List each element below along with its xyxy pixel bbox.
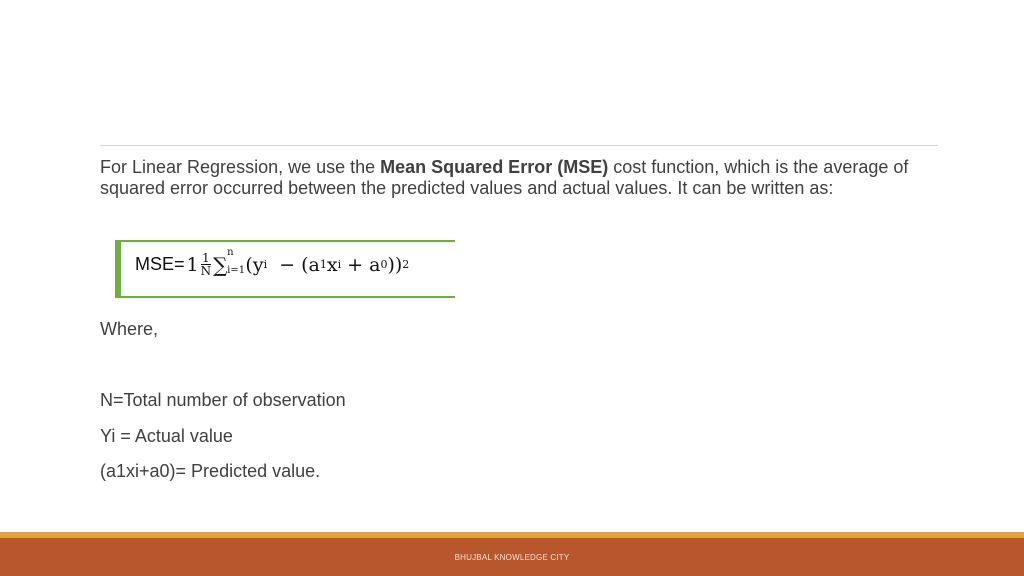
sigma-lower-limit: i=1 bbox=[227, 264, 246, 276]
intro-text-end: cost function, which is the average of squared error occurred between the predicted values and actual values. It can be written as: bbox=[100, 157, 909, 198]
sigma-upper-limit: n bbox=[227, 246, 234, 258]
formula-label: MSE= bbox=[135, 254, 185, 274]
fraction-numerator: 1 bbox=[202, 251, 210, 265]
formula-plus-a: + a bbox=[341, 253, 381, 276]
formula-image bbox=[115, 240, 455, 298]
y-subscript: i bbox=[263, 258, 268, 271]
footer-text: BHUJBAL KNOWLEDGE CITY bbox=[454, 553, 570, 562]
fraction-denominator: N bbox=[200, 264, 212, 278]
a1-subscript: 1 bbox=[319, 258, 327, 271]
summation-symbol bbox=[213, 246, 246, 277]
formula-x: x bbox=[326, 253, 338, 276]
n-definition: N=Total number of observation bbox=[100, 390, 346, 410]
footer-bar bbox=[0, 538, 1024, 576]
x-subscript: i bbox=[337, 258, 342, 271]
formula-fraction bbox=[201, 252, 212, 277]
formula-minus-a: − (a bbox=[267, 253, 320, 276]
formula-open-y: (y bbox=[245, 253, 264, 276]
sigma-glyph: ∑ bbox=[213, 252, 228, 277]
formula-close: )) bbox=[387, 253, 403, 276]
where-label: Where, bbox=[100, 319, 159, 339]
intro-text-start: For Linear Regression, we use the bbox=[100, 157, 381, 177]
a0-subscript: 0 bbox=[380, 258, 388, 271]
intro-paragraph bbox=[100, 157, 950, 199]
formula-one: 1 bbox=[186, 253, 199, 276]
formula-power: 2 bbox=[402, 258, 410, 271]
yi-definition: Yi = Actual value bbox=[100, 426, 233, 446]
predicted-definition: (a1xi+a0)= Predicted value. bbox=[100, 461, 321, 481]
title-divider bbox=[100, 145, 938, 146]
intro-bold-term: Mean Squared Error (MSE) bbox=[380, 157, 609, 177]
mse-formula bbox=[135, 246, 410, 278]
